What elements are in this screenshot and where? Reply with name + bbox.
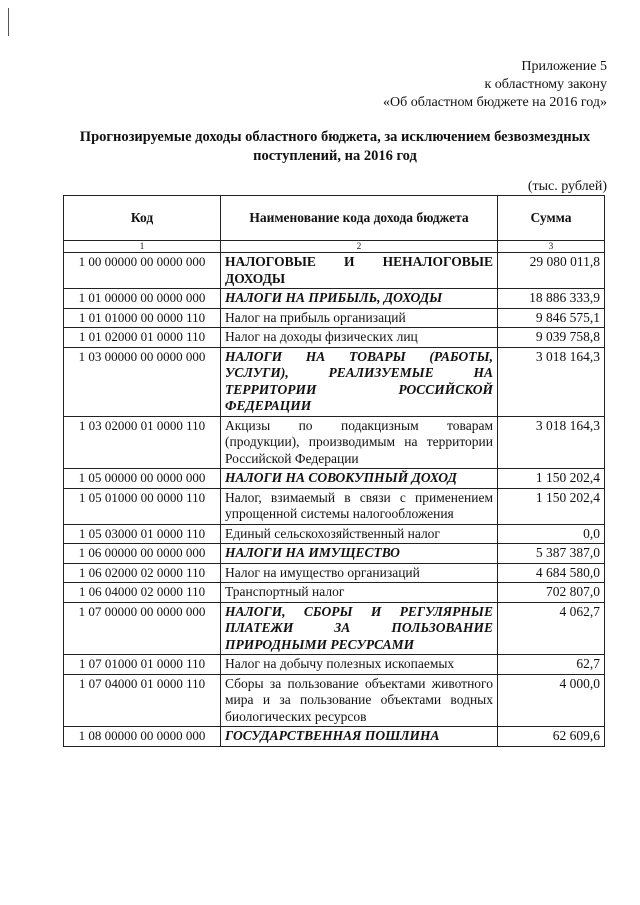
table-row [64,727,605,747]
units-label: (тыс. рублей) [527,179,607,194]
row-code: 1 07 01000 01 0000 110 [64,655,221,675]
column-number: 3 [498,241,605,253]
row-code: 1 00 00000 00 0000 000 [64,253,221,289]
row-sum: 4 684 580,0 [498,563,605,583]
row-code: 1 01 02000 01 0000 110 [64,328,221,348]
table-row [64,602,605,655]
row-code: 1 01 00000 00 0000 000 [64,289,221,309]
row-name: НАЛОГИ, СБОРЫ И РЕГУЛЯРНЫЕ ПЛАТЕЖИ ЗА ПОЛЬЗОВАНИЕ ПРИРОДНЫМИ РЕСУРСАМИ [221,602,498,655]
row-sum: 18 886 333,9 [498,289,605,309]
table-row [64,655,605,675]
row-sum: 702 807,0 [498,583,605,603]
row-code: 1 03 02000 01 0000 110 [64,416,221,469]
row-name: Налог, взимаемый в связи с применением упрощенной системы налогообложения [221,488,498,524]
row-name: НАЛОГИ НА ПРИБЫЛЬ, ДОХОДЫ [221,289,498,309]
table-row [64,469,605,489]
row-name: Налог на доходы физических лиц [221,328,498,348]
row-name: НАЛОГИ НА ТОВАРЫ (РАБОТЫ, УСЛУГИ), РЕАЛИЗУЕМЫЕ НА ТЕРРИТОРИИ РОССИЙСКОЙ ФЕДЕРАЦИИ [221,347,498,416]
row-name: НАЛОГОВЫЕ И НЕНАЛОГОВЫЕ ДОХОДЫ [221,253,498,289]
row-code: 1 06 02000 02 0000 110 [64,563,221,583]
row-name: Налог на имущество организаций [221,563,498,583]
column-header-code: Код [64,196,221,241]
row-code: 1 06 04000 02 0000 110 [64,583,221,603]
document-title: Прогнозируемые доходы областного бюджета, за исключением безвозмездных поступлений, на 2016 год [79,129,591,164]
row-sum: 4 062,7 [498,602,605,655]
row-sum: 0,0 [498,524,605,544]
row-name: НАЛОГИ НА СОВОКУПНЫЙ ДОХОД [221,469,498,489]
appendix-line: Приложение 5 [521,59,607,74]
table-row [64,488,605,524]
appendix-line: к областному закону [484,77,607,92]
scan-margin-mark [8,8,9,36]
table-row [64,524,605,544]
column-number: 2 [221,241,498,253]
row-sum: 1 150 202,4 [498,469,605,489]
appendix-line: «Об областном бюджете на 2016 год» [383,95,607,110]
table-row [64,289,605,309]
row-sum: 1 150 202,4 [498,488,605,524]
table-row [64,674,605,727]
table-row [64,347,605,416]
row-name: Налог на добычу полезных ископаемых [221,655,498,675]
row-name: Транспортный налог [221,583,498,603]
table-body [64,253,605,747]
row-code: 1 07 00000 00 0000 000 [64,602,221,655]
row-code: 1 05 00000 00 0000 000 [64,469,221,489]
column-header-name: Наименование кода дохода бюджета [221,196,498,241]
table-row [64,583,605,603]
table-row [64,563,605,583]
row-sum: 62,7 [498,655,605,675]
table-header-row [64,196,605,241]
appendix-note [277,58,607,112]
revenue-table [63,195,605,747]
row-sum: 9 039 758,8 [498,328,605,348]
row-sum: 29 080 011,8 [498,253,605,289]
table-row [64,416,605,469]
row-name: Акцизы по подакцизным товарам (продукции), производимым на территории Российской Федерации [221,416,498,469]
row-code: 1 03 00000 00 0000 000 [64,347,221,416]
row-sum: 62 609,6 [498,727,605,747]
row-name: Налог на прибыль организаций [221,308,498,328]
column-number-row [64,241,605,253]
row-name: Сборы за пользование объектами животного мира и за пользование объектами водных биологических ресурсов [221,674,498,727]
column-number: 1 [64,241,221,253]
row-code: 1 01 01000 00 0000 110 [64,308,221,328]
table-row [64,544,605,564]
table-row [64,253,605,289]
row-code: 1 06 00000 00 0000 000 [64,544,221,564]
table-row [64,308,605,328]
row-sum: 4 000,0 [498,674,605,727]
row-name: ГОСУДАРСТВЕННАЯ ПОШЛИНА [221,727,498,747]
row-code: 1 07 04000 01 0000 110 [64,674,221,727]
row-name: Единый сельскохозяйственный налог [221,524,498,544]
row-code: 1 05 03000 01 0000 110 [64,524,221,544]
row-name: НАЛОГИ НА ИМУЩЕСТВО [221,544,498,564]
table-row [64,328,605,348]
row-sum: 9 846 575,1 [498,308,605,328]
row-sum: 3 018 164,3 [498,416,605,469]
row-sum: 3 018 164,3 [498,347,605,416]
row-code: 1 05 01000 00 0000 110 [64,488,221,524]
column-header-sum: Сумма [498,196,605,241]
row-code: 1 08 00000 00 0000 000 [64,727,221,747]
row-sum: 5 387 387,0 [498,544,605,564]
